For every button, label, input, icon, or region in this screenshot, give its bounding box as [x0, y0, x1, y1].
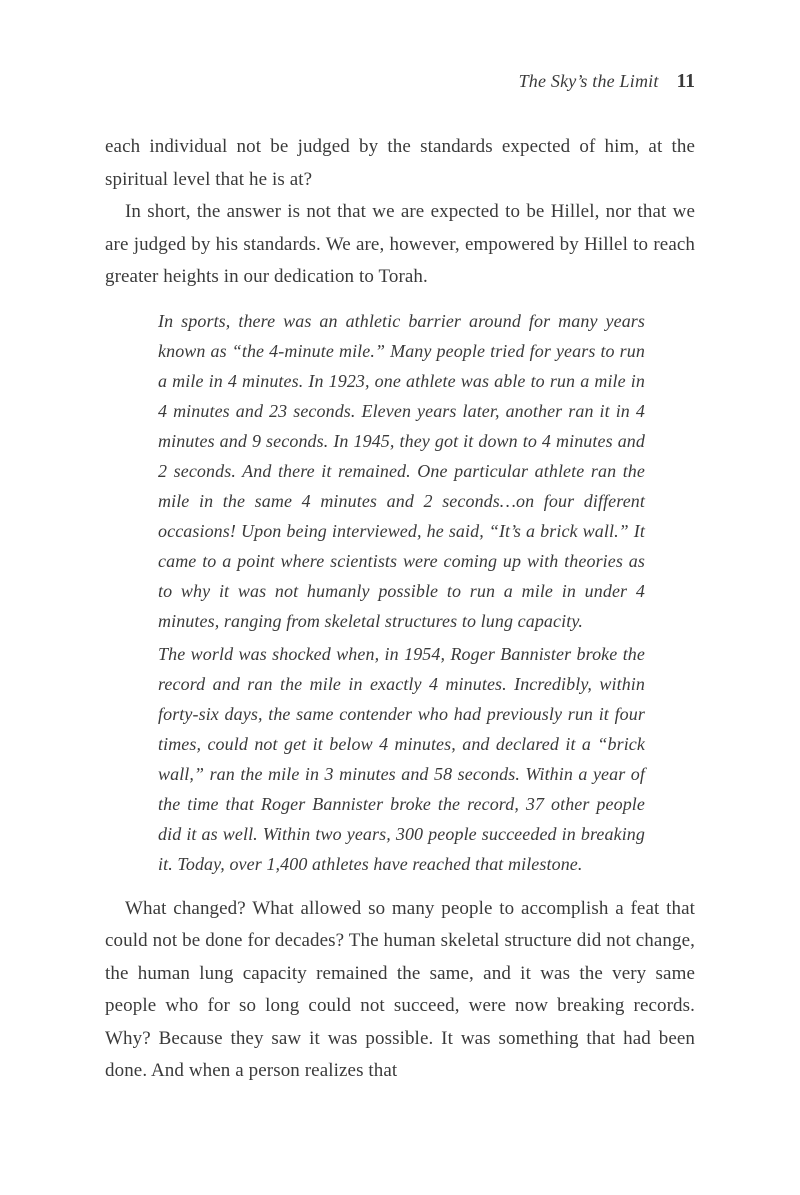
- running-header: [105, 70, 695, 93]
- page-body: [105, 131, 695, 1088]
- body-paragraph-2: In short, the answer is not that we are expected to be Hillel, nor that we are judged by his standards. We are, however, empowered by Hillel to reach greater heights in our dedication to Torah.: [105, 201, 695, 287]
- page-number: 11: [676, 71, 695, 92]
- body-paragraph-1: each individual not be judged by the standards expected of him, at the spiritual level that he is at?: [105, 136, 695, 190]
- blockquote-paragraph-2: The world was shocked when, in 1954, Roger Bannister broke the record and ran the mile in exactly 4 minutes. Incredibly, within forty-six days, the same contender who had previously run it four times, could not get it below 4 minutes, and declared it a “brick wall,” ran the mile in 3 minutes and 58 seconds. Within a year of the time that Roger Bannister broke the record, 37 other people did it as well. Within two years, 300 people succeeded in breaking it. Today, over 1,400 athletes have reached that milestone.: [158, 643, 645, 874]
- blockquote: [158, 306, 645, 879]
- body-paragraph-3: What changed? What allowed so many people to accomplish a feat that could not be done for decades? The human skeletal structure did not change, the human lung capacity remained the same, and it was the very same people who for so long could not succeed, were now breaking records. Why? Because they saw it was possible. It was something that had been done. And when a person realizes that: [105, 897, 695, 1081]
- blockquote-paragraph-1: In sports, there was an athletic barrier around for many years known as “the 4-minute mile.” Many people tried for years to run a mile in 4 minutes. In 1923, one athlete was able to run a mile in 4 minutes and 23 seconds. Eleven years later, another ran it in 4 minutes and 9 seconds. In 1945, they got it down to 4 minutes and 2 seconds. And there it remained. One particular athlete ran the mile in the same 4 minutes and 2 seconds…on four different occasions! Upon being interviewed, he said, “It’s a brick wall.” It came to a point where scientists were coming up with theories as to why it was not humanly possible to run a mile in under 4 minutes, ranging from skeletal structures to lung capacity.: [158, 310, 645, 631]
- running-title: The Sky’s the Limit: [518, 71, 659, 91]
